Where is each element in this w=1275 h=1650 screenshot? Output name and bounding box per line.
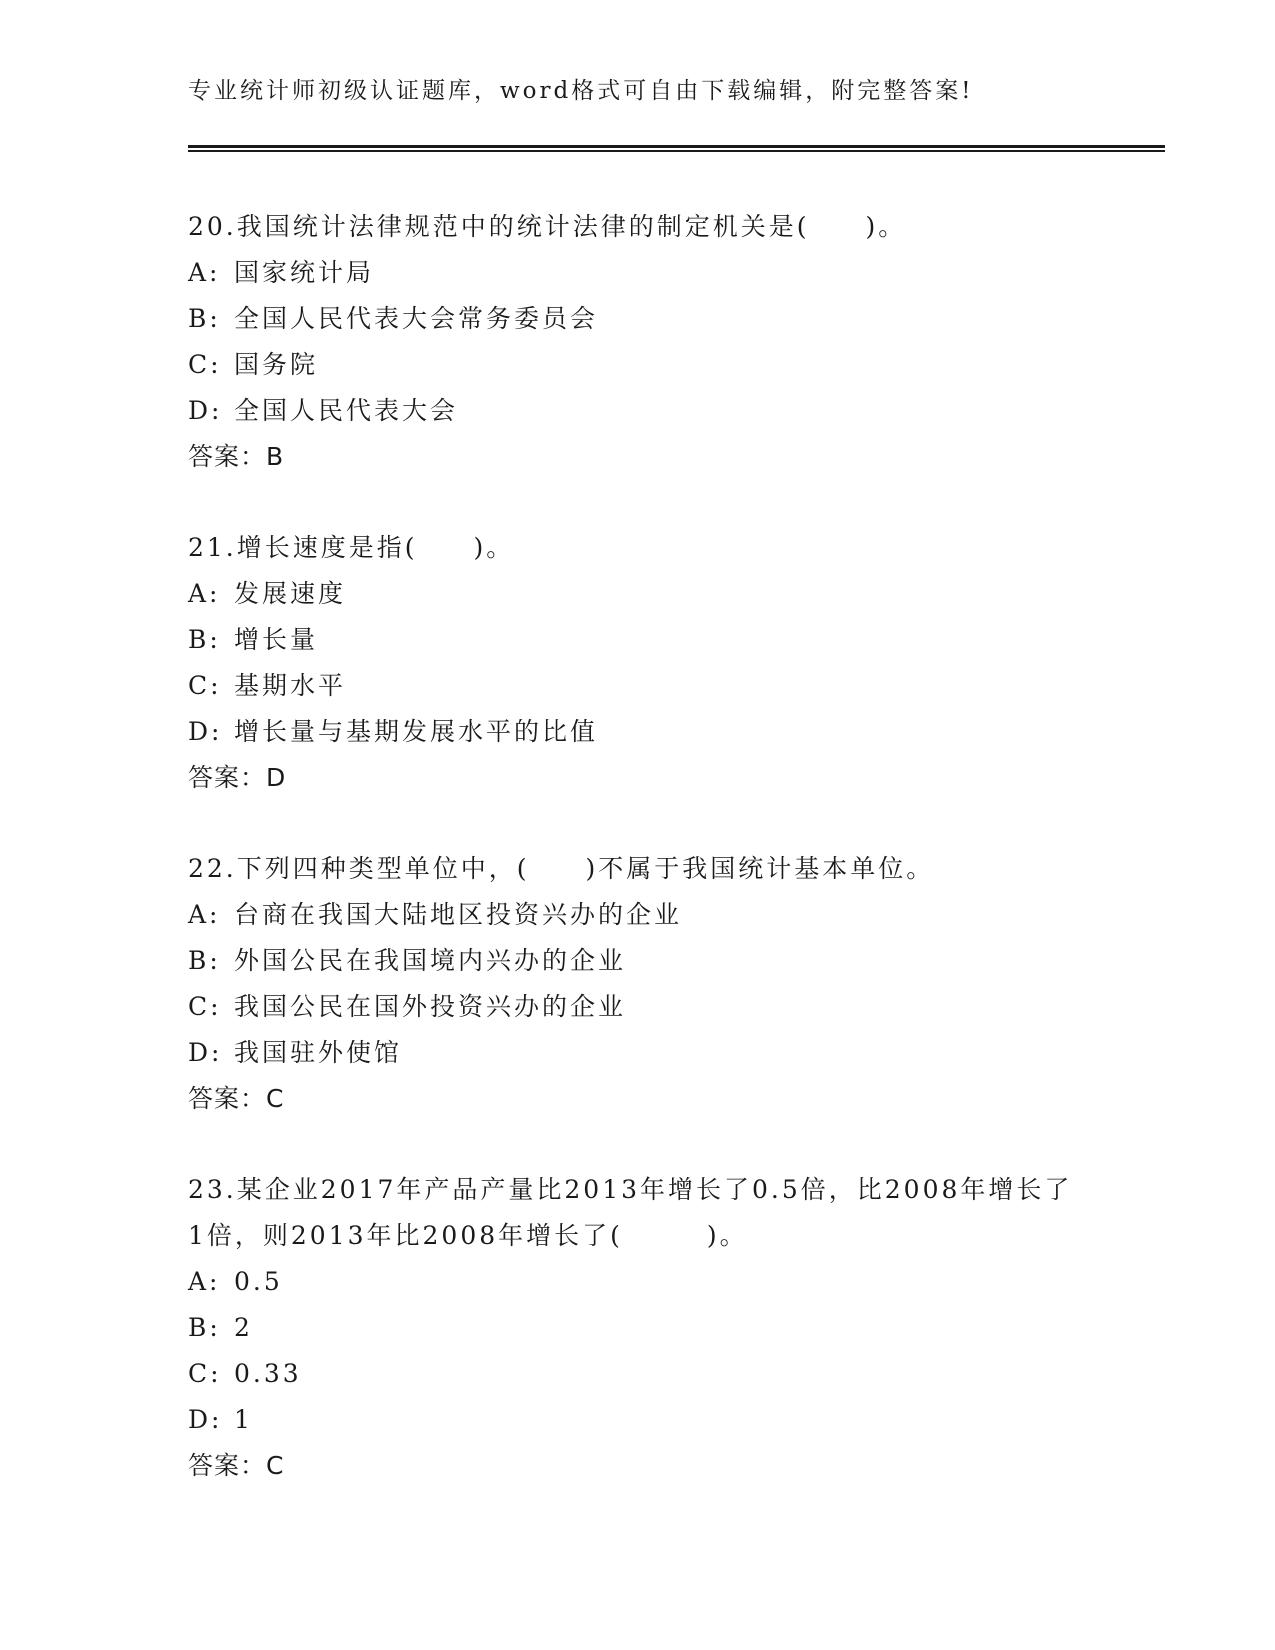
option-b [188, 938, 1088, 984]
question-item [188, 1167, 1088, 1489]
option-b [188, 617, 1088, 663]
question-item [188, 846, 1088, 1122]
question-stem: 21.增长速度是指( )。 [188, 533, 515, 562]
option-text: 1 [234, 1405, 253, 1434]
option-c [188, 342, 1088, 388]
option-letter: A: [188, 900, 221, 929]
option-text: 台商在我国大陆地区投资兴办的企业 [234, 900, 683, 929]
option-text: 全国人民代表大会常务委员会 [234, 304, 599, 333]
option-letter: C: [188, 992, 222, 1021]
question-list [188, 204, 1088, 1534]
answer-text: 答案：C [188, 1451, 285, 1480]
option-text: 全国人民代表大会 [234, 396, 459, 425]
question-stem: 22.下列四种类型单位中，( )不属于我国统计基本单位。 [188, 854, 935, 883]
option-text: 0.5 [234, 1267, 283, 1296]
option-b [188, 296, 1088, 342]
option-letter: C: [188, 350, 222, 379]
option-letter: A: [188, 579, 221, 608]
option-a [188, 571, 1088, 617]
answer-text: 答案：D [188, 763, 287, 792]
option-b [188, 1305, 1088, 1351]
option-text: 外国公民在我国境内兴办的企业 [234, 946, 627, 975]
header-divider [188, 145, 1165, 152]
option-text: 我国公民在国外投资兴办的企业 [234, 992, 627, 1021]
option-letter: B: [188, 304, 221, 333]
page-header: 专业统计师初级认证题库，word格式可自由下载编辑，附完整答案! [188, 78, 974, 104]
question-stem: 23.某企业2017年产品产量比2013年增长了0.5倍，比2008年增长了1倍，则2013年比2008年增长了( )。 [188, 1175, 1073, 1250]
option-c [188, 984, 1088, 1030]
option-text: 增长量与基期发展水平的比值 [234, 717, 599, 746]
option-a [188, 892, 1088, 938]
option-letter: C: [188, 671, 222, 700]
option-letter: B: [188, 625, 221, 654]
option-letter: D: [188, 1405, 223, 1434]
option-d [188, 709, 1088, 755]
option-a [188, 250, 1088, 296]
option-d [188, 388, 1088, 434]
option-text: 国家统计局 [234, 258, 375, 287]
option-text: 增长量 [234, 625, 319, 654]
option-letter: C: [188, 1359, 222, 1388]
option-letter: D: [188, 1038, 223, 1067]
option-letter: D: [188, 396, 223, 425]
question-item [188, 525, 1088, 801]
option-c [188, 663, 1088, 709]
option-text: 2 [234, 1313, 253, 1342]
option-d [188, 1397, 1088, 1443]
option-letter: A: [188, 1267, 221, 1296]
option-letter: D: [188, 717, 223, 746]
answer-text: 答案：B [188, 442, 285, 471]
option-text: 基期水平 [234, 671, 347, 700]
option-letter: A: [188, 258, 221, 287]
option-text: 我国驻外使馆 [234, 1038, 403, 1067]
option-a [188, 1259, 1088, 1305]
option-letter: B: [188, 1313, 221, 1342]
question-item [188, 204, 1088, 480]
option-d [188, 1030, 1088, 1076]
option-c [188, 1351, 1088, 1397]
option-letter: B: [188, 946, 221, 975]
option-text: 发展速度 [234, 579, 347, 608]
option-text: 0.33 [234, 1359, 302, 1388]
answer-text: 答案：C [188, 1084, 285, 1113]
question-stem: 20.我国统计法律规范中的统计法律的制定机关是( )。 [188, 212, 907, 241]
option-text: 国务院 [234, 350, 319, 379]
